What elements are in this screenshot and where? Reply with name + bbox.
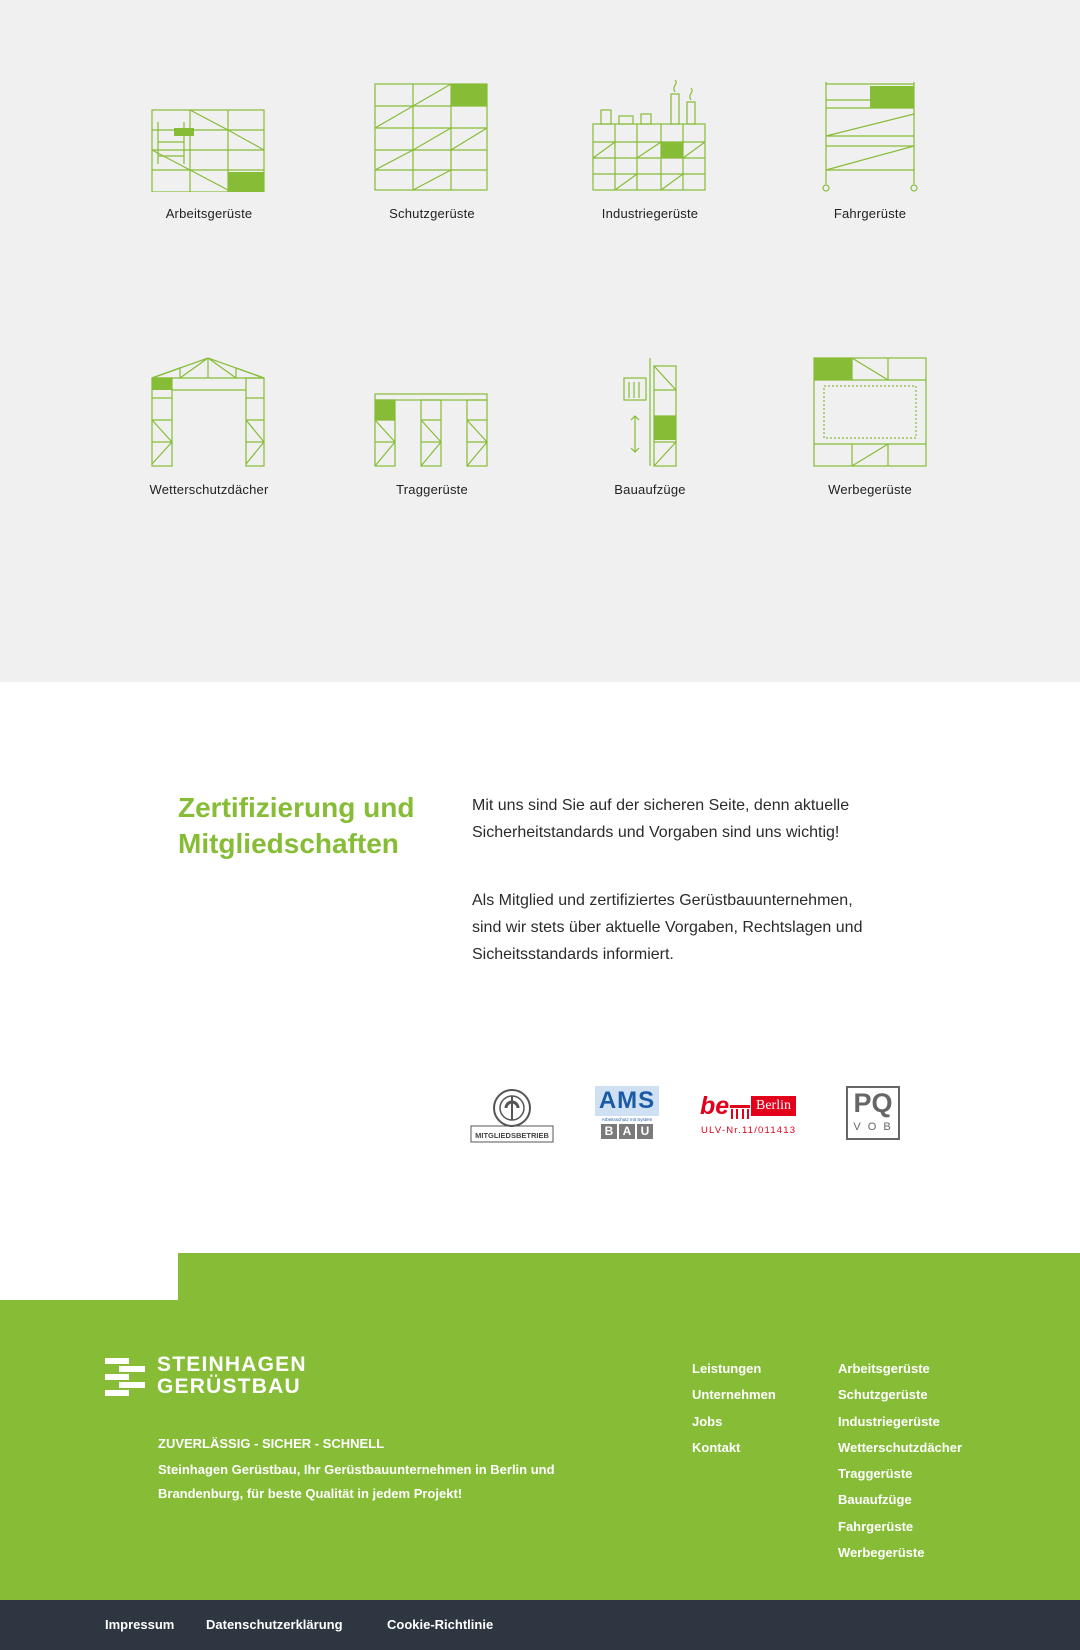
service-label: Schutzgerüste <box>389 206 475 221</box>
service-label: Werbegerüste <box>828 482 912 497</box>
ams-letter-a: A <box>619 1124 635 1139</box>
services-section <box>0 0 1080 682</box>
brandenburg-gate-icon <box>730 1105 750 1119</box>
footer-service-wetterschutzdaecher[interactable]: Wetterschutzdächer <box>838 1439 963 1455</box>
pq-title: PQ <box>853 1088 893 1118</box>
service-arbeitsgerueste[interactable] <box>109 72 309 221</box>
datenschutz-link[interactable]: Datenschutzerklärung <box>206 1617 343 1632</box>
service-label: Fahrgerüste <box>833 206 907 221</box>
icon-wrapper <box>770 72 970 192</box>
scaffold-mobile-icon <box>822 80 918 192</box>
ams-letter-u: U <box>637 1124 653 1139</box>
service-label: Arbeitsgerüste <box>165 206 253 221</box>
pq-vob-logo[interactable] <box>846 1086 900 1140</box>
footer-service-traggerueste[interactable]: Traggerüste <box>838 1466 913 1482</box>
footer-nav <box>692 1356 776 1461</box>
certification-text-2: Als Mitglied und zertifiziertes Gerüstbauunternehmen, sind wir stets über aktuelle Vorgaben, Rechtslagen und Sicheitsstandards informiert. <box>472 892 863 963</box>
scaffold-protection-icon <box>373 82 491 192</box>
footer-service-fahrgerueste[interactable]: Fahrgerüste <box>838 1518 914 1534</box>
icon-wrapper <box>332 348 532 468</box>
footer-nav-leistungen[interactable]: Leistungen <box>692 1361 762 1376</box>
mitgliedsbetrieb-logo[interactable] <box>470 1088 554 1149</box>
service-label: Traggerüste <box>396 482 468 497</box>
footer-service-arbeitsgerueste[interactable]: Arbeitsgerüste <box>838 1361 930 1376</box>
certification-logos <box>470 1084 910 1144</box>
service-werbegerueste[interactable] <box>770 348 970 497</box>
scaffold-work-icon <box>150 92 268 192</box>
ams-letter-b: B <box>601 1124 617 1139</box>
footer-accent-bar <box>178 1253 1080 1301</box>
footer-service-schutzgerueste[interactable]: Schutzgerüste <box>838 1387 928 1403</box>
icon-wrapper <box>770 348 970 468</box>
footer-service-industriegerueste[interactable]: Industriegerüste <box>838 1413 940 1429</box>
pq-vob-letters: V O B <box>853 1121 893 1133</box>
ams-subtitle: Arbeitsschutz mit System <box>601 1117 653 1122</box>
footer-tagline: ZUVERLÄSSIG - SICHER - SCHNELL <box>158 1436 385 1451</box>
icon-wrapper <box>332 72 532 192</box>
brand-logo[interactable] <box>105 1353 307 1401</box>
footer-description: Steinhagen Gerüstbau, Ihr Gerüstbauunternehmen in Berlin und Brandenburg, für beste Qualität in jedem Projekt! <box>158 1462 555 1501</box>
footer-nav-unternehmen[interactable]: Unternehmen <box>692 1387 776 1403</box>
certification-heading: Zertifizierung und Mitgliedschaften <box>178 792 415 859</box>
bottom-bar <box>0 1600 1080 1650</box>
icon-wrapper <box>550 348 750 468</box>
cookie-richtlinie-link[interactable]: Cookie-Richtlinie <box>387 1617 494 1632</box>
ams-letters <box>595 1124 659 1139</box>
footer-service-bauaufzuege[interactable]: Bauaufzüge <box>838 1492 912 1508</box>
service-wetterschutzdaecher[interactable] <box>109 348 309 497</box>
service-label: Industriegerüste <box>601 206 699 221</box>
service-schutzgerueste[interactable] <box>332 72 532 221</box>
footer-service-werbegerueste[interactable]: Werbegerüste <box>838 1545 925 1561</box>
brand-name <box>157 1354 307 1398</box>
brand-line-1: STEINHAGEN <box>157 1353 307 1376</box>
footer-services-nav <box>838 1356 962 1566</box>
brand-line-2: GERÜSTBAU <box>157 1375 301 1398</box>
icon-wrapper <box>109 348 309 468</box>
ulv-number: ULV-Nr.11/011413 <box>701 1125 797 1136</box>
service-label: Wetterschutzdächer <box>149 482 269 497</box>
service-traggerueste[interactable] <box>332 348 532 497</box>
icon-wrapper <box>109 72 309 192</box>
be-berlin-city: Berlin <box>751 1096 796 1116</box>
scaffold-industry-icon <box>591 80 709 192</box>
ams-bau-logo[interactable] <box>595 1086 659 1142</box>
footer <box>0 1300 1080 1600</box>
icon-wrapper <box>550 72 750 192</box>
advertising-scaffold-icon <box>812 356 928 468</box>
be-berlin-logo[interactable] <box>700 1092 820 1142</box>
construction-lift-icon <box>620 356 680 468</box>
service-label: Bauaufzüge <box>614 482 686 497</box>
footer-nav-kontakt[interactable]: Kontakt <box>692 1439 741 1455</box>
weather-roof-icon <box>150 356 268 468</box>
service-fahrgerueste[interactable] <box>770 72 970 221</box>
impressum-link[interactable]: Impressum <box>105 1617 175 1632</box>
ams-title: AMS <box>595 1086 659 1116</box>
service-bauaufzuege[interactable] <box>550 348 750 497</box>
certification-text-1: Mit uns sind Sie auf der sicheren Seite, denn aktuelle Sicherheitstandards und Vorgaben sind uns wichtig! <box>472 797 850 841</box>
mitgliedsbetrieb-caption: MITGLIEDSBETRIEB <box>475 1131 549 1140</box>
be-berlin-be: be <box>700 1092 730 1120</box>
scaffold-support-icon <box>373 392 491 468</box>
service-industriegerueste[interactable] <box>550 72 750 221</box>
footer-nav-jobs[interactable]: Jobs <box>692 1413 723 1429</box>
steinhagen-logo-icon <box>105 1358 145 1396</box>
